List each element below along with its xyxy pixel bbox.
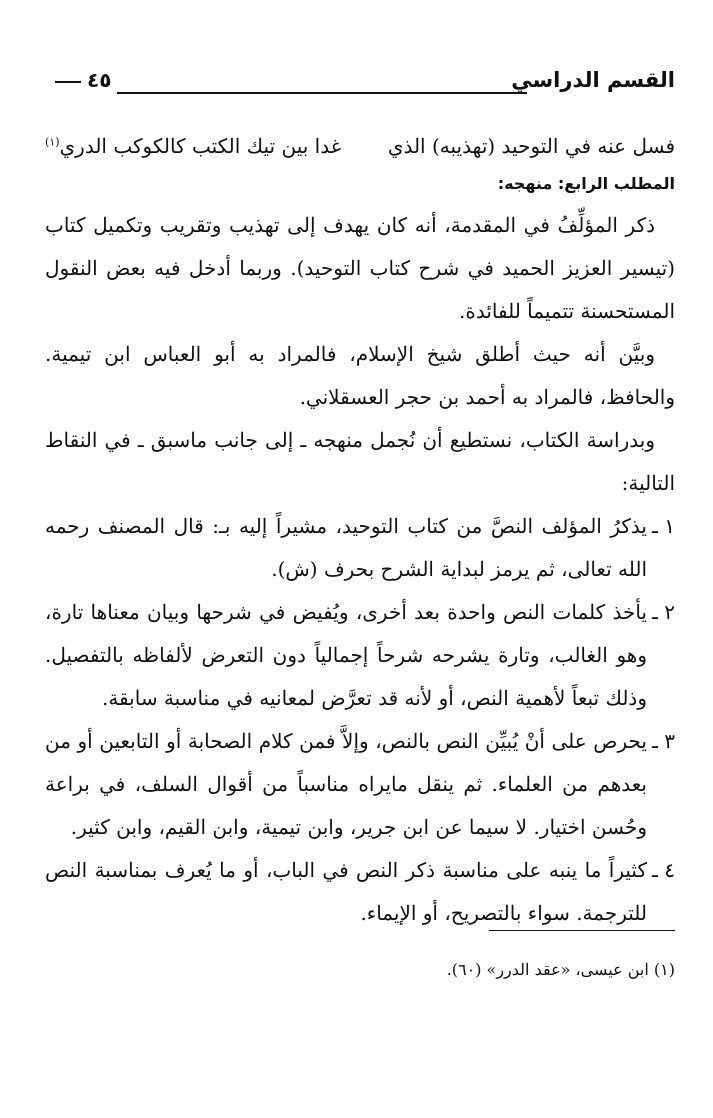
list-item-number: ٣ ـ: [652, 729, 675, 753]
poetry-verse: [45, 130, 675, 172]
list-item: [45, 849, 675, 935]
verse-second-half-text: غدا بين تيك الكتب كالكوكب الدري: [59, 134, 342, 158]
list-item-number: ٤ ـ: [652, 858, 675, 882]
verse-second-half: [45, 134, 341, 158]
paragraph: ذكر المؤلِّفُ في المقدمة، أنه كان يهدف إلى تهذيب وتقريب وتكميل كتاب (تيسير العزيز الحميد في شرح كتاب التوحيد). وربما أدخل فيه بعض النقول المستحسنة تتميماً للفائدة.: [45, 213, 675, 323]
running-header: [55, 68, 675, 108]
list-item-text: كثيراً ما ينبه على مناسبة ذكر النص في الباب، أو ما يُعرف بمناسبة النص للترجمة. سواء بالتصريح، أو الإيماء.: [45, 858, 647, 925]
footnote: [45, 958, 675, 982]
footnote-text: ابن عيسى، «عقد الدرر» (٦٠).: [446, 960, 649, 979]
paragraph: وبيَّن أنه حيث أطلق شيخ الإسلام، فالمراد به أبو العباس ابن تيمية. والحافظ، فالمراد به أحمد بن حجر العسقلاني.: [45, 342, 675, 409]
page-number: ٤٥: [55, 68, 111, 92]
list-item-number: ١ ـ: [652, 514, 675, 538]
section-title: القسم الدراسي: [511, 68, 675, 92]
list-item-number: ٢ ـ: [652, 600, 675, 624]
list-item-text: يذكرُ المؤلف النصَّ من كتاب التوحيد، مشيراً إليه بـ: قال المصنف رحمه الله تعالى، ثم يرمز لبداية الشرح بحرف (ش).: [45, 514, 647, 581]
footnote-rule: [489, 930, 675, 931]
header-rule: [117, 92, 527, 94]
list-item: [45, 720, 675, 849]
list-item-text: يأخذ كلمات النص واحدة بعد أخرى، ويُفيض في شرحها وبيان معناها تارة، وهو الغالب، وتارة يشرحه شرحاً إجمالياً دون التعرض لألفاظه بالتفصيل. وذلك تبعاً لأهمية النص، أو لأنه قد تعرَّض لمعانيه في مناسبة سابقة.: [45, 600, 647, 710]
main-text: [45, 130, 675, 935]
verse-first-half: فسل عنه في التوحيد (تهذيبه) الذي: [387, 134, 675, 158]
list-item: [45, 591, 675, 720]
footnote-number: (١): [653, 960, 675, 979]
list-item-text: يحرص على أنْ يُبيِّن النص بالنص، وإلاَّ فمن كلام الصحابة أو التابعين أو من بعدهم من العلماء. ثم ينقل مايراه مناسباً من أقوال السلف، في براعة وحُسن اختيار. لا سيما عن ابن جرير، وابن تيمية، وابن القيم، وابن كثير.: [45, 729, 647, 839]
list-item: [45, 505, 675, 591]
footnote-mark: (١): [45, 135, 60, 149]
section-subheading: المطلب الرابع: منهجه:: [497, 174, 675, 193]
paragraph: وبدراسة الكتاب، نستطيع أن نُجمل منهجه ـ إلى جانب ماسبق ـ في النقاط التالية:: [45, 428, 675, 495]
